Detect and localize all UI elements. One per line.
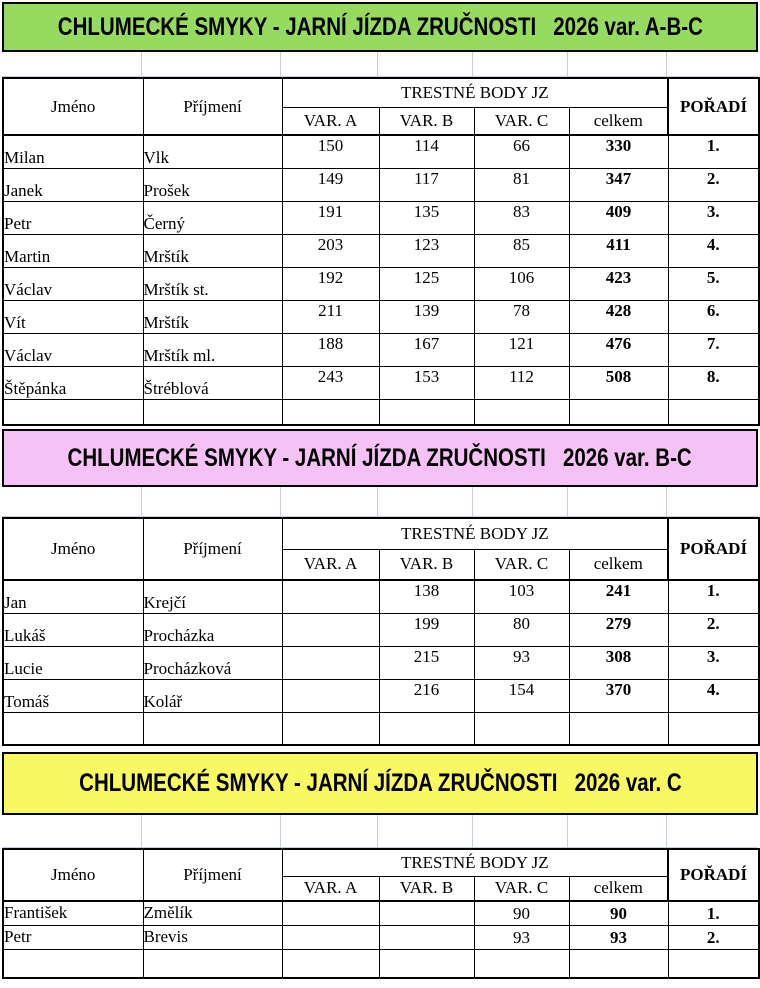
cell-poradi: 6. [668,300,759,333]
cell-var-c: 106 [474,267,569,300]
header-jmeno: Jméno [3,518,143,580]
cell-var-b [379,901,474,925]
header-celkem: celkem [569,876,668,901]
banner-var-bc [2,429,758,487]
cell-prijmeni: Mrštík ml. [143,333,282,366]
cell-celkem: 423 [569,267,668,300]
cell-celkem: 508 [569,366,668,399]
header-var-a: VAR. A [282,549,379,580]
cell-poradi: 4. [668,679,759,712]
header-trestne-body-jz: TRESTNÉ BODY JZ [282,78,668,107]
cell-prijmeni: Mrštík [143,300,282,333]
cell-celkem: 476 [569,333,668,366]
cell-var-b: 199 [379,613,474,646]
cell-jmeno: Štěpánka [3,366,143,399]
cell-poradi: 2. [668,168,759,201]
table-row [3,366,759,399]
cell-jmeno: Václav [3,267,143,300]
table-row [3,234,759,267]
gap-cell [568,487,667,516]
spreadsheet-gap-row [2,487,758,517]
cell-celkem: 409 [569,201,668,234]
cell-var-c [474,399,569,425]
header-prijmeni: Příjmení [143,518,282,580]
cell-jmeno: Janek [3,168,143,201]
header-jmeno: Jméno [3,78,143,135]
cell-var-a [282,399,379,425]
cell-prijmeni: Změlík [143,901,282,925]
cell-prijmeni [143,949,282,978]
cell-jmeno [3,712,143,745]
header-trestne-body-jz: TRESTNÉ BODY JZ [282,518,668,549]
cell-var-a [282,580,379,613]
cell-poradi: 5. [668,267,759,300]
cell-var-a: 191 [282,201,379,234]
cell-var-c: 66 [474,135,569,168]
cell-var-c: 154 [474,679,569,712]
results-table-var-bc [2,517,760,746]
cell-prijmeni: Štréblová [143,366,282,399]
cell-poradi: 2. [668,613,759,646]
table-row [3,925,759,949]
gap-cell [2,487,142,516]
cell-prijmeni: Mrštík [143,234,282,267]
cell-poradi: 3. [668,201,759,234]
table-row [3,300,759,333]
cell-jmeno: Vít [3,300,143,333]
cell-jmeno [3,399,143,425]
table-row [3,201,759,234]
header-celkem: celkem [569,107,668,135]
cell-poradi: 7. [668,333,759,366]
table-row [3,399,759,425]
gap-cell [142,815,281,847]
cell-prijmeni: Procházka [143,613,282,646]
cell-prijmeni [143,712,282,745]
cell-prijmeni: Mrštík st. [143,267,282,300]
cell-var-b: 117 [379,168,474,201]
cell-var-c: 90 [474,901,569,925]
cell-poradi [668,949,759,978]
cell-var-c: 81 [474,168,569,201]
cell-prijmeni: Kolář [143,679,282,712]
cell-var-c: 85 [474,234,569,267]
cell-var-c: 93 [474,925,569,949]
gap-cell [142,52,281,76]
spreadsheet-gap-row [2,815,758,848]
banner-var-abc-title: CHLUMECKÉ SMYKY - JARNÍ JÍZDA ZRUČNOSTI 2026 var. A-B-C [57,12,703,41]
header-var-c: VAR. C [474,876,569,901]
table-row [3,580,759,613]
cell-celkem: 241 [569,580,668,613]
header-var-b: VAR. B [379,107,474,135]
cell-celkem: 90 [569,901,668,925]
header-trestne-body-jz: TRESTNÉ BODY JZ [282,849,668,876]
banner-var-c-title: CHLUMECKÉ SMYKY - JARNÍ JÍZDA ZRUČNOSTI 2026 var. C [78,769,682,797]
cell-var-b: 167 [379,333,474,366]
header-var-a: VAR. A [282,876,379,901]
header-var-b: VAR. B [379,549,474,580]
gap-cell [568,815,667,847]
header-var-c: VAR. C [474,107,569,135]
cell-prijmeni [143,399,282,425]
cell-celkem: 93 [569,925,668,949]
cell-prijmeni: Krejčí [143,580,282,613]
cell-jmeno: Milan [3,135,143,168]
cell-poradi: 1. [668,135,759,168]
cell-var-b: 125 [379,267,474,300]
cell-var-b: 123 [379,234,474,267]
cell-prijmeni: Procházková [143,646,282,679]
gap-cell [667,52,758,76]
cell-poradi [668,712,759,745]
cell-celkem: 330 [569,135,668,168]
gap-cell [667,487,758,516]
cell-var-a: 203 [282,234,379,267]
cell-var-b: 153 [379,366,474,399]
cell-var-a [282,613,379,646]
cell-jmeno: Lukáš [3,613,143,646]
cell-poradi: 2. [668,925,759,949]
cell-jmeno: Václav [3,333,143,366]
cell-var-a: 150 [282,135,379,168]
header-var-c: VAR. C [474,549,569,580]
header-poradi: POŘADÍ [668,78,759,135]
gap-cell [378,487,473,516]
cell-celkem [569,399,668,425]
cell-var-a [282,949,379,978]
header-prijmeni: Příjmení [143,849,282,901]
cell-var-c: 83 [474,201,569,234]
cell-celkem: 279 [569,613,668,646]
banner-var-abc [2,2,758,52]
cell-poradi: 1. [668,580,759,613]
table-row [3,267,759,300]
cell-var-c: 80 [474,613,569,646]
cell-var-b [379,399,474,425]
cell-prijmeni: Vlk [143,135,282,168]
gap-cell [473,815,568,847]
cell-celkem: 411 [569,234,668,267]
cell-jmeno [3,949,143,978]
cell-celkem: 308 [569,646,668,679]
cell-poradi: 1. [668,901,759,925]
header-var-b: VAR. B [379,876,474,901]
cell-var-b [379,925,474,949]
gap-cell [568,52,667,76]
gap-cell [281,487,378,516]
banner-var-bc-title: CHLUMECKÉ SMYKY - JARNÍ JÍZDA ZRUČNOSTI 2026 var. B-C [67,443,693,472]
cell-prijmeni: Černý [143,201,282,234]
spreadsheet-gap-row [2,52,758,77]
cell-celkem: 428 [569,300,668,333]
gap-cell [473,52,568,76]
cell-var-b: 139 [379,300,474,333]
cell-celkem: 347 [569,168,668,201]
cell-var-b: 138 [379,580,474,613]
gap-cell [142,487,281,516]
results-table-var-abc [2,77,760,426]
cell-var-b [379,949,474,978]
gap-cell [2,815,142,847]
cell-celkem: 370 [569,679,668,712]
gap-cell [378,52,473,76]
cell-jmeno: Tomáš [3,679,143,712]
header-poradi: POŘADÍ [668,849,759,901]
cell-var-b: 216 [379,679,474,712]
gap-cell [281,815,378,847]
cell-var-a: 192 [282,267,379,300]
cell-prijmeni: Brevis [143,925,282,949]
header-jmeno: Jméno [3,849,143,901]
cell-var-b [379,712,474,745]
table-row [3,333,759,366]
cell-var-b: 135 [379,201,474,234]
table-row [3,901,759,925]
table-row [3,949,759,978]
table-row [3,646,759,679]
cell-poradi: 4. [668,234,759,267]
header-poradi: POŘADÍ [668,518,759,580]
gap-cell [667,815,758,847]
table-row [3,613,759,646]
header-var-a: VAR. A [282,107,379,135]
cell-var-a: 149 [282,168,379,201]
cell-var-a: 188 [282,333,379,366]
cell-var-c: 78 [474,300,569,333]
cell-var-b: 215 [379,646,474,679]
cell-poradi [668,399,759,425]
header-prijmeni: Příjmení [143,78,282,135]
cell-jmeno: Lucie [3,646,143,679]
cell-var-a [282,712,379,745]
table-row [3,679,759,712]
results-table-var-c [2,848,760,979]
table-row [3,135,759,168]
cell-var-b: 114 [379,135,474,168]
cell-var-a: 211 [282,300,379,333]
cell-var-c: 121 [474,333,569,366]
cell-celkem [569,712,668,745]
cell-jmeno: Martin [3,234,143,267]
cell-jmeno: Petr [3,201,143,234]
gap-cell [473,487,568,516]
cell-var-a [282,646,379,679]
gap-cell [281,52,378,76]
cell-var-c [474,712,569,745]
cell-jmeno: František [3,901,143,925]
table-row [3,712,759,745]
cell-var-a [282,901,379,925]
cell-var-a: 243 [282,366,379,399]
cell-poradi: 3. [668,646,759,679]
cell-var-c [474,949,569,978]
cell-var-a [282,925,379,949]
cell-prijmeni: Prošek [143,168,282,201]
table-row [3,168,759,201]
banner-var-c [2,752,758,815]
cell-var-c: 93 [474,646,569,679]
gap-cell [378,815,473,847]
cell-var-c: 112 [474,366,569,399]
header-celkem: celkem [569,549,668,580]
cell-poradi: 8. [668,366,759,399]
cell-var-c: 103 [474,580,569,613]
cell-jmeno: Jan [3,580,143,613]
gap-cell [2,52,142,76]
cell-celkem [569,949,668,978]
cell-var-a [282,679,379,712]
cell-jmeno: Petr [3,925,143,949]
